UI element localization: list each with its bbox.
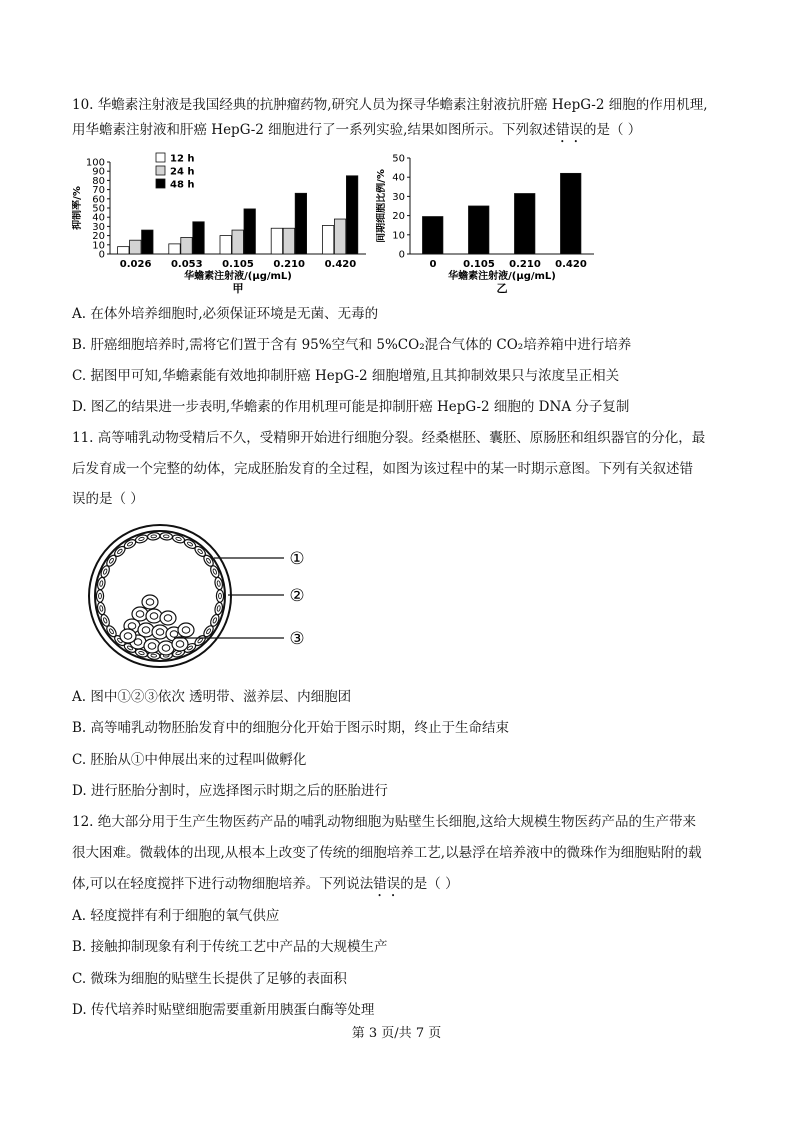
q12-stem-prefix: 体,可以在轻度搅拌下进行动物细胞培养。下列说法 bbox=[72, 876, 374, 892]
bar bbox=[346, 176, 357, 254]
q11-stem-line2: 后发育成一个完整的幼体，完成胚胎发育的全过程，如图为该过程中的某一时期示意图。下列有关叙述错 bbox=[72, 461, 693, 477]
q10-option-a: A. 在体外培养细胞时,必须保证环境是无菌、无毒的 bbox=[72, 306, 379, 322]
x-tick-label: 0.210 bbox=[273, 259, 306, 270]
x-tick-label: 0.105 bbox=[222, 259, 254, 270]
bar bbox=[142, 230, 153, 254]
bar bbox=[130, 240, 141, 254]
q10-emphasis: 错误 bbox=[555, 122, 583, 138]
q10-option-c: C. 据图甲可知,华蟾素能有效地抑制肝癌 HepG-2 细胞增殖,且其抑制效果只与浓度呈正相关 bbox=[72, 368, 620, 384]
x-tick-label: 0.053 bbox=[170, 259, 203, 270]
legend-swatch bbox=[156, 179, 165, 188]
label-2: ② bbox=[289, 586, 305, 606]
q12-option-c: C. 微珠为细胞的贴壁生长提供了足够的表面积 bbox=[72, 971, 347, 987]
bar bbox=[322, 225, 333, 254]
bar bbox=[181, 237, 192, 254]
icm-cell bbox=[172, 637, 188, 651]
trophoblast-cell bbox=[96, 590, 103, 602]
y-tick-label: 30 bbox=[92, 221, 105, 233]
icm-cell bbox=[144, 639, 160, 653]
blastocyst-diagram bbox=[88, 518, 328, 678]
x-axis-label: 华蟾素注射液/(μg/mL) bbox=[184, 271, 292, 282]
x-tick-label: 0.026 bbox=[119, 259, 152, 270]
legend-label: 48 h bbox=[170, 179, 195, 191]
q10-stem-line1: 10. 华蟾素注射液是我国经典的抗肿瘤药物,研究人员为探寻华蟾素注射液抗肝癌 HepG-2 细胞的作用机理, bbox=[72, 97, 708, 113]
bar bbox=[295, 193, 306, 254]
chart-yi bbox=[376, 150, 606, 300]
bar bbox=[169, 244, 180, 254]
q11-option-b: B. 高等哺乳动物胚胎发育中的细胞分化开始于图示时期，终止于生命结束 bbox=[72, 720, 510, 736]
bar bbox=[244, 209, 255, 254]
q12-option-b: B. 接触抑制现象有利于传统工艺中产品的大规模生产 bbox=[72, 939, 388, 955]
q12-option-d: D. 传代培养时贴壁细胞需要重新用胰蛋白酶等处理 bbox=[72, 1002, 375, 1018]
y-tick-label: 70 bbox=[92, 185, 105, 197]
bar bbox=[271, 228, 282, 254]
y-tick-label: 10 bbox=[392, 230, 405, 242]
x-tick-label: 0.210 bbox=[509, 259, 541, 270]
q10-stem-line2 bbox=[72, 121, 641, 146]
x-tick-label: 0.420 bbox=[324, 259, 357, 270]
bar bbox=[283, 228, 294, 254]
q10-option-d: D. 图乙的结果进一步表明,华蟾素的作用机理可能是抑制肝癌 HepG-2 细胞的 DNA 分子复制 bbox=[72, 399, 630, 415]
bar bbox=[515, 194, 535, 254]
y-axis-label: 抑制率/% bbox=[72, 186, 83, 230]
bar bbox=[232, 230, 243, 254]
q10-stem-suffix: 的是（ ） bbox=[582, 122, 642, 138]
bar bbox=[193, 222, 204, 254]
legend-label: 24 h bbox=[170, 166, 195, 178]
y-tick-label: 50 bbox=[392, 153, 405, 165]
panel-label: 甲 bbox=[232, 282, 244, 295]
q11-option-d: D. 进行胚胎分割时，应选择图示时期之后的胚胎进行 bbox=[72, 783, 388, 799]
icm-cell bbox=[146, 609, 162, 623]
q11-option-a: A. 图中①②③依次 透明带、滋养层、内细胞团 bbox=[72, 689, 352, 705]
q12-option-a: A. 轻度搅拌有利于细胞的氧气供应 bbox=[72, 908, 280, 924]
icm-cell bbox=[120, 629, 136, 643]
q12-stem-suffix: 的是（ ） bbox=[400, 876, 459, 892]
q11-option-c: C. 胚胎从①中伸展出来的过程叫做孵化 bbox=[72, 752, 307, 768]
chart-jia bbox=[72, 150, 372, 300]
icm-cell bbox=[152, 625, 168, 639]
trophoblast-cell bbox=[216, 590, 223, 602]
bar bbox=[334, 219, 345, 254]
q12-stem-line1: 12. 绝大部分用于生产生物医药产品的哺乳动物细胞为贴壁生长细胞,这给大规模生物医药产品的生产带来 bbox=[72, 814, 697, 830]
bar bbox=[220, 236, 231, 254]
y-tick-label: 90 bbox=[92, 166, 105, 178]
y-tick-label: 60 bbox=[92, 194, 105, 206]
q11-stem-line3: 误的是（ ） bbox=[72, 491, 144, 507]
y-tick-label: 20 bbox=[392, 211, 405, 223]
bar bbox=[469, 206, 489, 254]
legend-label: 12 h bbox=[170, 153, 195, 165]
icm-cell bbox=[160, 611, 176, 625]
q11-stem-line1: 11. 高等哺乳动物受精后不久，受精卵开始进行细胞分裂。经桑椹胚、囊胚、原肠胚和组织器官的分化，最 bbox=[72, 430, 706, 446]
y-tick-label: 50 bbox=[92, 203, 105, 215]
q12-stem-line3 bbox=[72, 875, 459, 900]
page-footer: 第 3 页/共 7 页 bbox=[351, 1026, 442, 1041]
y-tick-label: 80 bbox=[92, 175, 105, 187]
label-3: ③ bbox=[289, 629, 305, 649]
y-tick-label: 20 bbox=[92, 231, 105, 243]
x-tick-label: 0 bbox=[429, 259, 437, 270]
y-tick-label: 30 bbox=[392, 191, 405, 203]
icm-cell bbox=[142, 595, 158, 609]
legend-swatch bbox=[156, 166, 165, 175]
panel-label: 乙 bbox=[496, 282, 508, 295]
x-tick-label: 0.420 bbox=[555, 259, 587, 270]
bar bbox=[118, 247, 129, 254]
x-tick-label: 0.105 bbox=[463, 259, 495, 270]
q12-stem-line2: 很大困难。微载体的出现,从根本上改变了传统的细胞培养工艺,以悬浮在培养液中的微珠作为细胞贴附的载 bbox=[72, 845, 702, 861]
y-tick-label: 40 bbox=[92, 212, 105, 224]
bar bbox=[561, 173, 581, 254]
bar bbox=[423, 217, 443, 254]
y-tick-label: 0 bbox=[398, 249, 405, 261]
x-axis-label: 华蟾素注射液/(μg/mL) bbox=[448, 271, 556, 282]
y-tick-label: 100 bbox=[85, 157, 105, 169]
icm-cell bbox=[178, 623, 194, 637]
q10-stem-prefix: 用华蟾素注射液和肝癌 HepG-2 细胞进行了一系列实验,结果如图所示。下列叙述 bbox=[72, 122, 556, 138]
q12-emphasis: 错误 bbox=[373, 876, 401, 892]
y-tick-label: 0 bbox=[98, 249, 105, 261]
y-axis-label: 间期细胞比例/% bbox=[376, 169, 387, 243]
q10-option-b: B. 肝癌细胞培养时,需将它们置于含有 95%空气和 5%CO₂混合气体的 CO₂培养箱中进行培养 bbox=[72, 337, 632, 353]
label-1: ① bbox=[289, 549, 305, 569]
legend-swatch bbox=[156, 153, 165, 162]
y-tick-label: 40 bbox=[392, 172, 405, 184]
y-tick-label: 10 bbox=[92, 240, 105, 252]
